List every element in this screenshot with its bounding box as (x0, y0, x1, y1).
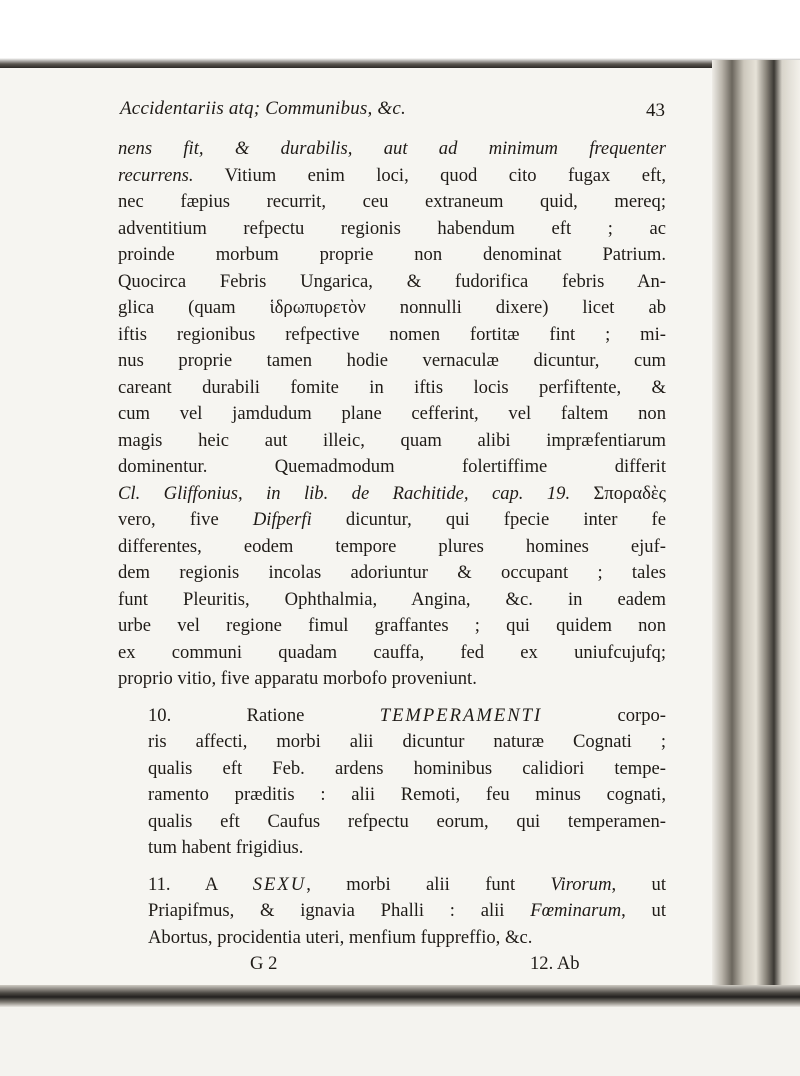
text-line (118, 428, 666, 455)
text-line (118, 454, 666, 481)
text-line (118, 756, 666, 783)
italic-run: nens fit, & durabilis, aut ad minimum frequenter (118, 138, 666, 159)
text-run: proinde morbum proprie non denominat Patrium. (118, 244, 666, 265)
text-run: cum vel jamdudum plane cefferint, vel faltem non (118, 403, 666, 424)
text-line (118, 613, 666, 640)
text-run: , morbi alii funt (306, 873, 551, 895)
text-run: ramento præditis : alii Remoti, feu minus cognati, (148, 784, 666, 805)
text-line (118, 560, 666, 587)
text-run: careant durabili fomite in iftis locis perfiftente, & (118, 376, 666, 398)
text-line (118, 322, 666, 349)
text-run: , ut (611, 873, 667, 895)
scan-edge-bottom (0, 985, 800, 1007)
paragraph-1 (118, 136, 666, 693)
text-run: nec fæpius recurrit, ceu extraneum quid, mereq; (118, 191, 666, 212)
text-run: iftis regionibus refpective nomen fortitæ fint ; mi- (118, 323, 666, 345)
spaced-caps-run: TEMPERAMENTI (379, 704, 543, 726)
text-line (118, 507, 666, 534)
text-run: dem regionis incolas adoriuntur & occupant ; tales (118, 562, 666, 583)
text-line (118, 136, 666, 163)
text-run: Priapifmus, & ignavia Phalli : alii (148, 900, 531, 921)
paragraph-2 (118, 703, 666, 862)
text-run: dominentur. Quemadmodum folertiffime differit (118, 456, 666, 477)
text-run: Abortus, procidentia uteri, menfium fuppreffio, &c. (148, 926, 533, 948)
text-run: vero, five (118, 509, 253, 530)
text-line (118, 703, 666, 730)
page-footer (118, 951, 666, 977)
text-run: magis heic aut illeic, quam alibi impræfentiarum (118, 429, 666, 451)
catchword: 12. Ab (530, 953, 580, 974)
text-run: Σποραδὲς (570, 482, 667, 504)
text-run: 10. Ratione (148, 704, 380, 726)
text-line (118, 666, 666, 693)
text-line (118, 401, 666, 428)
text-line (118, 729, 666, 756)
text-run: ex communi quadam cauffa, fed ex uniufcujufq; (118, 641, 666, 663)
text-line (118, 295, 666, 322)
italic-run: recurrens. (118, 164, 194, 186)
text-run: proprio vitio, five apparatu morbofo proveniunt. (118, 668, 477, 689)
text-line (118, 835, 666, 862)
text-line (118, 216, 666, 243)
text-line (118, 242, 666, 269)
text-run: corpo- (542, 704, 666, 726)
text-line (118, 925, 666, 952)
italic-run: Virorum (550, 873, 612, 895)
text-line (118, 782, 666, 809)
text-run: qualis eft Caufus refpectu eorum, qui temperamen- (148, 810, 666, 832)
text-run: , ut (621, 900, 666, 921)
italic-run: Fœminarum (530, 900, 622, 921)
text-line (118, 587, 666, 614)
page-header (120, 98, 665, 128)
book-spine (712, 60, 800, 1000)
text-run: differentes, eodem tempore plures homines ejuf- (118, 535, 666, 557)
text-run: ris affecti, morbi alii dicuntur naturæ Cognati ; (148, 731, 666, 752)
signature-mark: G 2 (250, 953, 278, 974)
paragraph-3 (118, 872, 666, 952)
text-line (118, 809, 666, 836)
text-run: 11. A (148, 873, 253, 895)
text-line (118, 348, 666, 375)
text-run: dicuntur, qui fpecie inter fe (311, 509, 666, 530)
text-run: urbe vel regione fimul graffantes ; qui quidem non (118, 615, 666, 636)
text-line (118, 534, 666, 561)
text-body (118, 136, 666, 977)
text-line (118, 872, 666, 899)
italic-run: Difperfi (252, 509, 312, 530)
text-line (118, 163, 666, 190)
page-number: 43 (646, 100, 665, 121)
text-run: tum habent frigidius. (148, 837, 304, 858)
text-line (118, 375, 666, 402)
italic-run: Cl. Gliffonius, in lib. de Rachitide, cap. 19. (118, 482, 571, 504)
running-title: Accidentariis atq; Communibus, &c. (120, 98, 406, 119)
scan-edge-top (0, 0, 800, 70)
text-line (118, 481, 666, 508)
text-line (118, 269, 666, 296)
text-run: Quocirca Febris Ungarica, & fudorifica febris An- (118, 270, 666, 292)
text-run: nus proprie tamen hodie vernaculæ dicuntur, cum (118, 350, 666, 371)
text-run: funt Pleuritis, Ophthalmia, Angina, &c. in eadem (118, 588, 666, 610)
text-run: glica (quam ἱδρωπυρετὸν nonnulli dixere) licet ab (118, 297, 666, 318)
spaced-caps-run: SEXU (252, 873, 307, 895)
text-run: adventitium refpectu regionis habendum eft ; ac (118, 217, 666, 239)
text-line (118, 640, 666, 667)
text-line (118, 189, 666, 216)
text-run: Vitium enim loci, quod cito fugax eft, (193, 164, 666, 186)
text-run: qualis eft Feb. ardens hominibus calidiori tempe- (148, 757, 666, 779)
text-line (118, 898, 666, 925)
